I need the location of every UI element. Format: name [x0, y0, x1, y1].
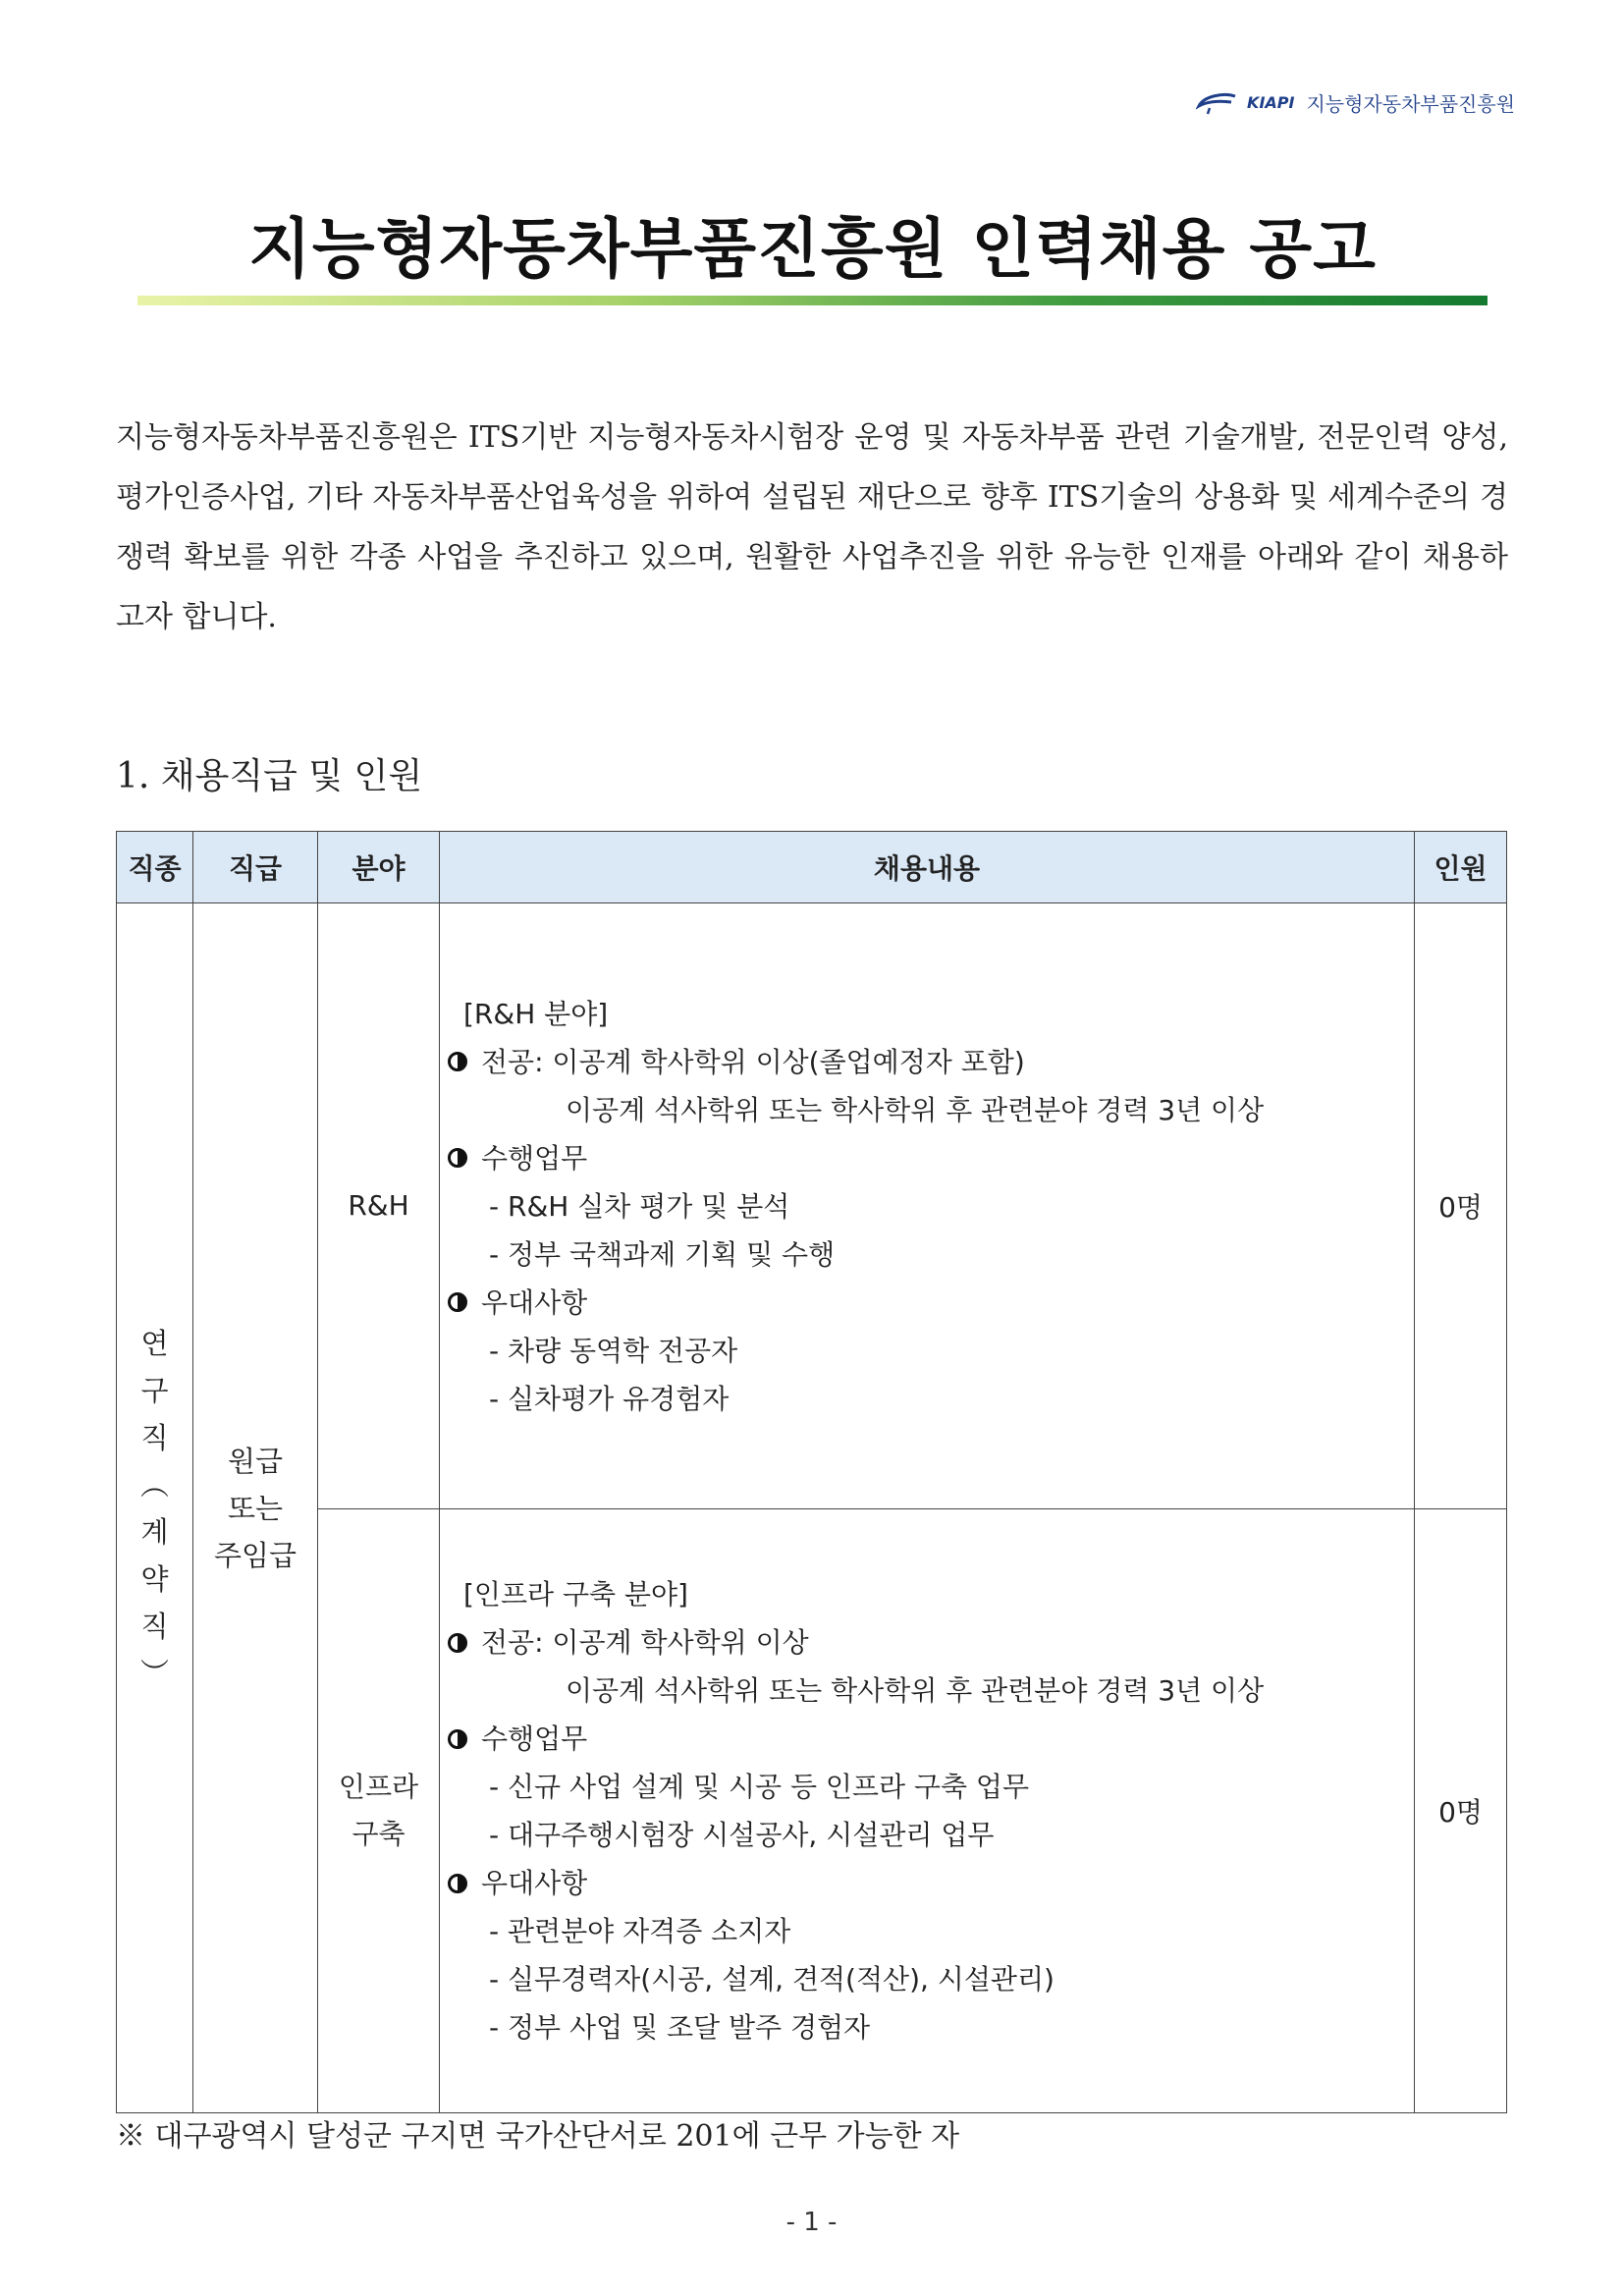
header-logo [1196, 88, 1515, 117]
major-label: 전공: 이공계 학사학위 이상 [481, 1626, 809, 1659]
pref-line [448, 1279, 1414, 1327]
recruitment-table [116, 831, 1507, 2113]
job-type-char: 구 [140, 1373, 169, 1407]
duty-item: - 대구주행시험장 시설공사, 시설관리 업무 [489, 1819, 995, 1851]
major-label: 전공: 이공계 학사학위 이상(졸업예정자 포함) [481, 1045, 1025, 1078]
job-type-char: 계 [140, 1514, 169, 1549]
table-row [117, 903, 1507, 1509]
pref-item: - 정부 사업 및 조달 발주 경험자 [489, 2011, 871, 2044]
half-circle-bullet-icon [448, 1729, 467, 1749]
pref-item: - 관련분야 자격증 소지자 [489, 1915, 791, 1947]
pref-item: - 실무경력자(시공, 설계, 견적(적산), 시설관리) [489, 1963, 1055, 1995]
grade-line: 원급 [227, 1444, 284, 1478]
field-line: 인프라 [338, 1771, 419, 1803]
content-cell-rh [440, 903, 1415, 1509]
pref-label: 우대사항 [481, 1285, 588, 1319]
pref-label: 우대사항 [481, 1867, 588, 1899]
duties-line [448, 1134, 1414, 1182]
header-field: 분야 [318, 832, 440, 903]
major-extra: 이공계 석사학위 또는 학사학위 후 관련분야 경력 3년 이상 [566, 1674, 1265, 1707]
pref-item: - 실차평가 유경험자 [489, 1382, 730, 1415]
grade-cell [193, 903, 318, 2113]
job-type-cell [117, 903, 193, 2113]
location-note: ※ 대구광역시 달성군 구지면 국가산단서로 201에 근무 가능한 자 [116, 2119, 960, 2154]
half-circle-bullet-icon [448, 1052, 467, 1071]
section-heading: 1. 채용직급 및 인원 [116, 756, 423, 796]
job-type-char: 직 [140, 1420, 169, 1454]
major-extra: 이공계 석사학위 또는 학사학위 후 관련분야 경력 3년 이상 [566, 1093, 1265, 1126]
count-cell-rh: 0명 [1415, 903, 1507, 1509]
pref-line [448, 1859, 1414, 1907]
title-underline [137, 296, 1488, 305]
content-title: [인프라 구축 분야] [463, 1578, 688, 1611]
job-type-char: ︶ [139, 1656, 169, 1690]
table-header-row [117, 832, 1507, 903]
field-cell-rh [318, 903, 440, 1509]
header-job-type: 직종 [117, 832, 193, 903]
pref-item: - 차량 동역학 전공자 [489, 1334, 738, 1367]
field-line: 구축 [352, 1818, 406, 1850]
half-circle-bullet-icon [448, 1874, 467, 1893]
duties-label: 수행업무 [481, 1722, 588, 1755]
page-title: 지능형자동차부품진흥원 인력채용 공고 [248, 211, 1377, 287]
header-content: 채용내용 [440, 832, 1415, 903]
duty-item: - 신규 사업 설계 및 시공 등 인프라 구축 업무 [489, 1771, 1030, 1803]
content-title: [R&H 분야] [463, 997, 609, 1030]
job-type-char: 약 [140, 1561, 169, 1596]
logo-abbr: KIAPI [1247, 93, 1295, 112]
major-line [448, 1618, 1414, 1667]
header-org-name: 지능형자동차부품진흥원 [1306, 92, 1515, 116]
half-circle-bullet-icon [448, 1633, 467, 1653]
intro-paragraph: 지능형자동차부품진흥원은 ITS기반 지능형자동차시험장 운영 및 자동차부품 관련 기술개발, 전문인력 양성, 평가인증사업, 기타 자동차부품산업육성을 위하여 설립된 재단으로 향후 ITS기술의 상용화 및 세계수준의 경쟁력 확보를 위한 각종 사업을 추진하고 있으며, 원활한 사업추진을 위한 유능한 인재를 아래와 같이 채용하고자 합니다. [116, 420, 1508, 634]
duty-item: - R&H 실차 평가 및 분석 [489, 1189, 790, 1223]
duties-line [448, 1715, 1414, 1763]
header-grade: 직급 [193, 832, 318, 903]
kiapi-logo-icon [1196, 90, 1239, 116]
half-circle-bullet-icon [448, 1148, 467, 1168]
table-row [117, 1509, 1507, 2113]
grade-line: 또는 [227, 1491, 284, 1525]
half-circle-bullet-icon [448, 1292, 467, 1312]
header-count: 인원 [1415, 832, 1507, 903]
page-number: - 1 - [785, 2208, 838, 2237]
duty-item: - 정부 국책과제 기획 및 수행 [489, 1237, 836, 1271]
job-type-char: 직 [140, 1609, 169, 1643]
content-cell-infra [440, 1509, 1415, 2113]
field-line: R&H [348, 1189, 409, 1222]
count-cell-infra: 0명 [1415, 1509, 1507, 2113]
title-block [137, 211, 1488, 305]
grade-line: 주임급 [213, 1538, 298, 1572]
duties-label: 수행업무 [481, 1141, 588, 1175]
major-line [448, 1038, 1414, 1086]
field-cell-infra [318, 1509, 440, 2113]
job-type-char: ︵ [139, 1467, 169, 1502]
job-type-char: 연 [140, 1326, 169, 1360]
